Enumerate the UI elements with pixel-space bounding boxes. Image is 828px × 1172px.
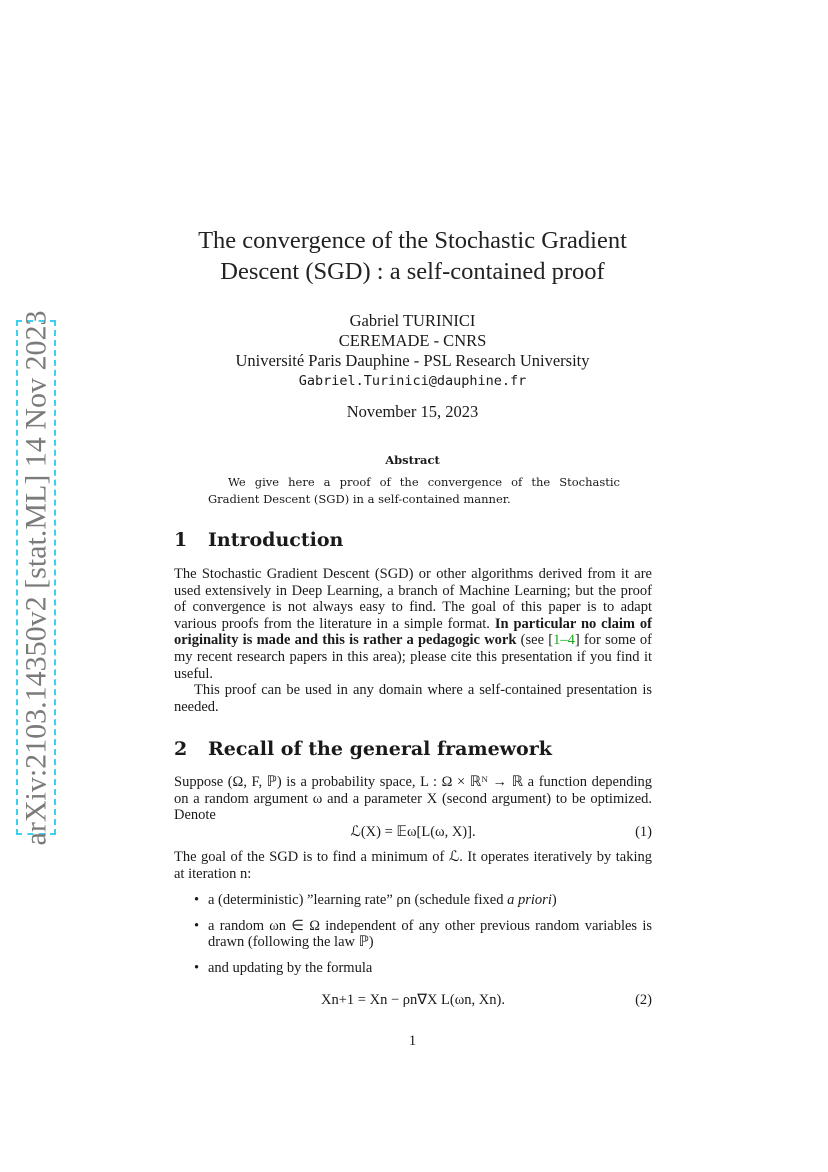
section-1-body — [174, 566, 652, 715]
section-1-number: 1 — [174, 529, 188, 551]
section-1-heading — [174, 529, 654, 551]
bullet-icon: • — [194, 959, 200, 976]
author-name: Gabriel TURINICI — [349, 311, 476, 330]
intro-text-b: (see [ — [516, 632, 554, 649]
bullet-1-end: ) — [551, 892, 557, 908]
intro-text-a: The Stochastic Gradient Descent (SGD) or other algorithms derived from it are used extensively in Deep Learning, a branch of Machine Learning; but the proof of convergence is not always easy to find. The goal of this paper is to adapt various proofs from the literature in a simple format. — [174, 566, 652, 632]
equation-2 — [174, 992, 652, 1012]
abstract-text: We give here a proof of the convergence of the Stochastic Gradient Descent (SGD) in a self-contained manner. — [208, 475, 620, 506]
author-university: Université Paris Dauphine - PSL Research University — [235, 351, 590, 370]
equation-2-number: (2) — [635, 992, 652, 1008]
bullet-1-text: a (deterministic) ”learning rate” ρn (schedule fixed — [208, 892, 508, 908]
list-item — [174, 960, 652, 977]
bullet-icon: • — [194, 892, 200, 908]
title-line-1: The convergence of the Stochastic Gradient — [198, 227, 627, 254]
intro-bold-text: In particular no claim of originality is made and this is rather a pedagogic work — [174, 615, 652, 649]
abstract-body — [208, 474, 620, 507]
arxiv-identifier-stamp — [16, 310, 56, 845]
bullet-icon: • — [194, 917, 200, 934]
equation-1-body: ℒ(X) = 𝔼ω[L(ω, X)]. — [350, 824, 476, 840]
section-1-title: Introduction — [208, 529, 344, 551]
intro-text-c: ] for some of my recent research papers in this area); please cite this presentation if you find it useful. — [174, 632, 653, 682]
list-item — [174, 918, 652, 951]
section-2-title: Recall of the general framework — [208, 738, 552, 760]
title-line-2: Descent (SGD) : a self-contained proof — [220, 258, 605, 285]
bullet-1-italic: a priori — [507, 892, 552, 908]
section-2-paragraph-2 — [174, 849, 652, 882]
section-2-heading — [174, 738, 654, 760]
sgd-steps-list — [174, 892, 652, 985]
sgd-goal-paragraph: The goal of the SGD is to find a minimum of ℒ. It operates iteratively by taking at iteration n: — [174, 849, 652, 882]
intro-paragraph-2: This proof can be used in any domain where a self-contained presentation is needed. — [174, 682, 652, 715]
equation-2-body: Xn+1 = Xn − ρn∇X L(ωn, Xn). — [321, 992, 505, 1008]
framework-paragraph: Suppose (Ω, F, ℙ) is a probability space, L : Ω × ℝᴺ → ℝ a function depending on a random argument ω and a parameter X (second argument) to be optimized. Denote — [174, 774, 652, 824]
page-number: 1 — [408, 1033, 417, 1049]
intro-paragraph-1 — [174, 566, 652, 682]
paper-title — [160, 225, 665, 287]
author-email[interactable]: Gabriel.Turinici@dauphine.fr — [298, 373, 527, 389]
section-2-number: 2 — [174, 738, 188, 760]
equation-1 — [174, 824, 652, 844]
equation-1-number: (1) — [635, 824, 652, 840]
list-item — [174, 892, 652, 909]
author-block — [160, 311, 665, 391]
arxiv-identifier-text: arXiv:2103.14350v2 [stat.ML] 14 Nov 2023 — [19, 310, 53, 845]
citation-link[interactable]: 1–4 — [553, 632, 575, 649]
section-2-paragraph-1 — [174, 774, 652, 824]
author-lab: CEREMADE - CNRS — [338, 331, 487, 350]
abstract-heading: Abstract — [385, 453, 440, 467]
paper-date: November 15, 2023 — [346, 402, 479, 421]
bullet-2-text: a random ωn ∈ Ω independent of any other previous random variables is drawn (following the law ℙ) — [208, 917, 652, 951]
bullet-3-text: and updating by the formula — [208, 959, 373, 976]
